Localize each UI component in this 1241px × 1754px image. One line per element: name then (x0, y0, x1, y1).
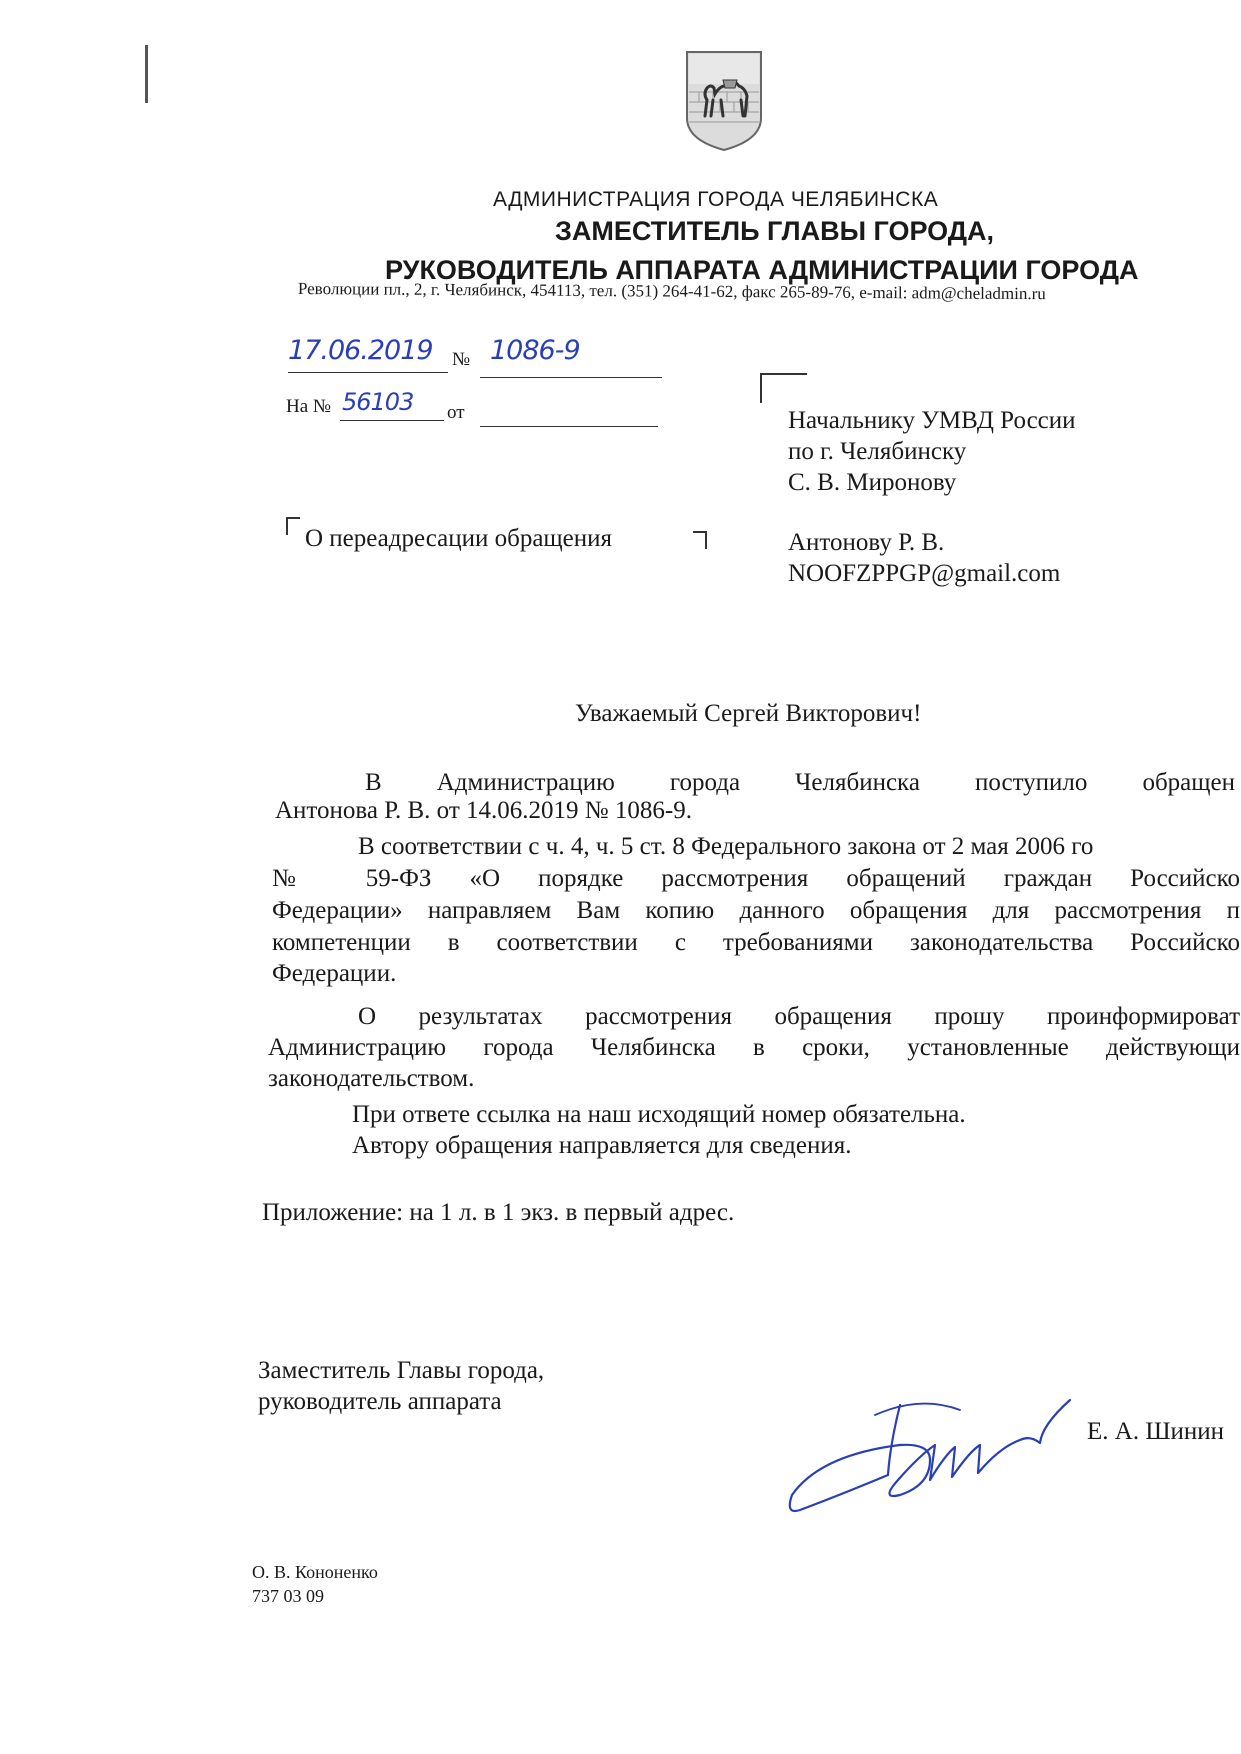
outgoing-number-handwritten: 1086-9 (490, 335, 580, 366)
body-line: № 59-ФЗ «О порядке рассмотрения обращений граждан Российско (272, 865, 1240, 892)
in-reply-underline (340, 420, 444, 421)
signatory-name: Е. А. Шинин (1087, 1418, 1225, 1445)
subject-line: О переадресации обращения (305, 525, 613, 552)
copy-recipient-line: Антонову Р. В. (788, 529, 945, 556)
body-line: При ответе ссылка на наш исходящий номер обязательна. (352, 1101, 966, 1128)
signatory-position (258, 1355, 544, 1417)
addressee-corner-bracket (760, 373, 807, 403)
body-line: В Администрацию города Челябинска поступило обращен (365, 769, 1235, 796)
copy-recipient-email: NOOFZPPGP@gmail.com (788, 560, 1061, 587)
from-date-underline (480, 426, 658, 427)
signatory-position-line: руководитель аппарата (258, 1388, 502, 1415)
addressee-line: С. В. Миронову (788, 469, 957, 496)
handwritten-signature (780, 1385, 1090, 1525)
scan-margin-mark (145, 45, 148, 103)
organization-name: АДМИНИСТРАЦИЯ ГОРОДА ЧЕЛЯБИНСКА (493, 188, 939, 211)
body-line: законодательством. (268, 1065, 475, 1092)
body-line: В соответствии с ч. 4, ч. 5 ст. 8 Федерального закона от 2 мая 2006 го (358, 833, 1094, 860)
addressee-line: Начальнику УМВД России (788, 407, 1076, 434)
outgoing-date-handwritten: 17.06.2019 (288, 335, 433, 366)
number-underline (480, 377, 662, 378)
addressee-block (788, 405, 1076, 589)
outgoing-number-label: № (452, 349, 471, 370)
city-emblem-icon (683, 48, 765, 152)
subject-left-bracket (286, 517, 300, 535)
executor-name: О. В. Кононенко (252, 1562, 378, 1582)
in-reply-from-label: от (447, 402, 465, 423)
body-line: Автору обращения направляется для сведения. (352, 1132, 852, 1159)
body-line: Администрацию города Челябинска в сроки, установленные действующи (268, 1034, 1240, 1061)
subject-right-bracket (693, 531, 707, 549)
executor-phone: 737 03 09 (252, 1586, 324, 1606)
body-line: компетенции в соответствии с требованиями законодательства Российско (272, 929, 1240, 956)
body-line: Федерации. (272, 960, 397, 987)
in-reply-label: На № (286, 396, 332, 417)
in-reply-number-handwritten: 56103 (342, 388, 414, 416)
executor-block (252, 1560, 378, 1608)
attachment-note: Приложение: на 1 л. в 1 экз. в первый адрес. (262, 1199, 735, 1226)
date-underline (288, 372, 448, 373)
department-title-line1: ЗАМЕСТИТЕЛЬ ГЛАВЫ ГОРОДА, (555, 216, 994, 246)
department-title-line2: РУКОВОДИТЕЛЬ АППАРАТА АДМИНИСТРАЦИИ ГОРОДА (385, 255, 1139, 285)
greeting: Уважаемый Сергей Викторович! (575, 700, 922, 727)
body-line: Антонова Р. В. от 14.06.2019 № 1086-9. (275, 797, 692, 824)
addressee-line: по г. Челябинску (788, 438, 967, 465)
signatory-position-line: Заместитель Главы города, (258, 1357, 545, 1384)
body-line: Федерации» направляем Вам копию данного обращения для рассмотрения п (272, 897, 1240, 924)
body-line: О результатах рассмотрения обращения прошу проинформироват (358, 1003, 1240, 1030)
contact-address: Революции пл., 2, г. Челябинск, 454113, тел. (351) 264-41-62, факс 265-89-76, e-mail: adm@cheladmin.ru (297, 279, 1046, 304)
